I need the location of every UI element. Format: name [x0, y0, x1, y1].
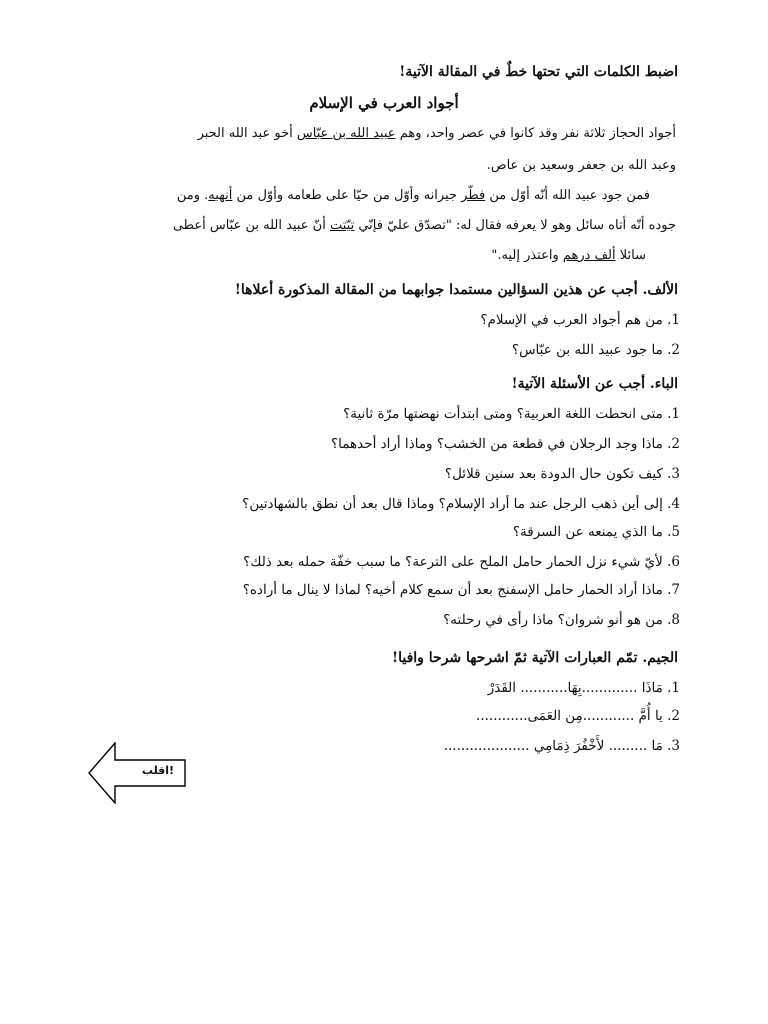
section-a-heading: الألف. أجب عن هذين السؤالين مستمدا جوابهما من المقالة المذكورة أعلاها! — [234, 282, 678, 298]
section-b-question: 4. إلى أين ذهب الرجل عند ما أراد الإسلام؟ وماذا قال بعد أن نطق بالشهادتين؟ — [242, 496, 680, 512]
section-c-heading: الجيم. تمّم العبارات الآتية ثمّ اشرحها شرحا وافيا! — [391, 650, 678, 666]
section-b-question: 6. لأيّ شيء نزل الحمار حامل الملح على الترعة؟ ما سبب خفّة حمله بعد ذلك؟ — [243, 554, 680, 570]
underlined-word: فطّر — [461, 188, 486, 203]
underlined-word: تيّتت — [329, 218, 355, 233]
section-b-question: 5. ما الذي يمنعه عن السرقة؟ — [512, 524, 680, 540]
section-c-item: 2. يا أُمَّ ............مِن العَمَى............ — [476, 708, 680, 724]
section-b-heading: الباء. أجب عن الأسئلة الآتية! — [511, 376, 678, 392]
section-b-question: 2. ماذا وجد الرجلان في قطعة من الخشب؟ وماذا أراد أحدهما؟ — [330, 436, 680, 452]
section-b-question: 1. متى انحطت اللغة العربية؟ ومتى ابتدأت نهضتها مرّة ثانية؟ — [343, 406, 680, 422]
article-title: أجواد العرب في الإسلام — [309, 94, 459, 112]
section-a-question: 1. من هم أجواد العرب في الإسلام؟ — [480, 312, 680, 328]
section-c-item: 3. مَا ......... لأَخْفُرَ ذِمَامِي .................... — [443, 738, 680, 754]
underlined-word: أنهبه — [208, 188, 233, 203]
underlined-word: ألف درهم — [562, 248, 616, 263]
article-paragraph-line-5: سائلا ألف درهم واعتذر إليه." — [491, 248, 646, 263]
turn-page-label: اقلب! — [141, 764, 175, 777]
underlined-word: عبيد الله بن عبّاس — [296, 126, 396, 141]
instruction: اضبط الكلمات التي تحتها خطٌ في المقالة الآتية! — [399, 64, 678, 80]
section-c-item: 1. مَاذَا .............بِهَا........... القَدَرْ — [487, 680, 680, 696]
section-b-question: 3. كيف تكون حال الدودة بعد سنين قلائل؟ — [444, 466, 680, 482]
turn-page-button[interactable] — [88, 742, 188, 804]
section-a-question: 2. ما جود عبيد الله بن عبّاس؟ — [511, 342, 680, 358]
section-b-question: 8. من هو أنو شروان؟ ماذا رأى في رحلته؟ — [443, 612, 680, 628]
article-paragraph-line-4: جوده أنّه أتاه سائل وهو لا يعرفه فقال له: "تصدّق عليّ فإنّي تيّتت أنّ عبيد الله بن عبّاس أعطى — [172, 218, 676, 233]
article-paragraph-line-1: أجواد الحجاز ثلاثة نفر وقد كانوا في عصر واحد، وهم عبيد الله بن عبّاس أخو عبد الله الحبر — [197, 126, 676, 141]
section-b-question: 7. ماذا أراد الحمار حامل الإسفنج بعد أن سمع كلام أخيه؟ لماذا لا ينال ما أراده؟ — [242, 582, 680, 598]
article-paragraph-line-3: فمن جود عبيد الله أنّه أوّل من فطّر جيرانه وأوّل من حيّا على طعامه وأوّل من أنهبه. ومن — [176, 188, 650, 203]
article-paragraph-line-2: وعبد الله بن جعفر وسعيد بن عاص. — [486, 158, 676, 173]
